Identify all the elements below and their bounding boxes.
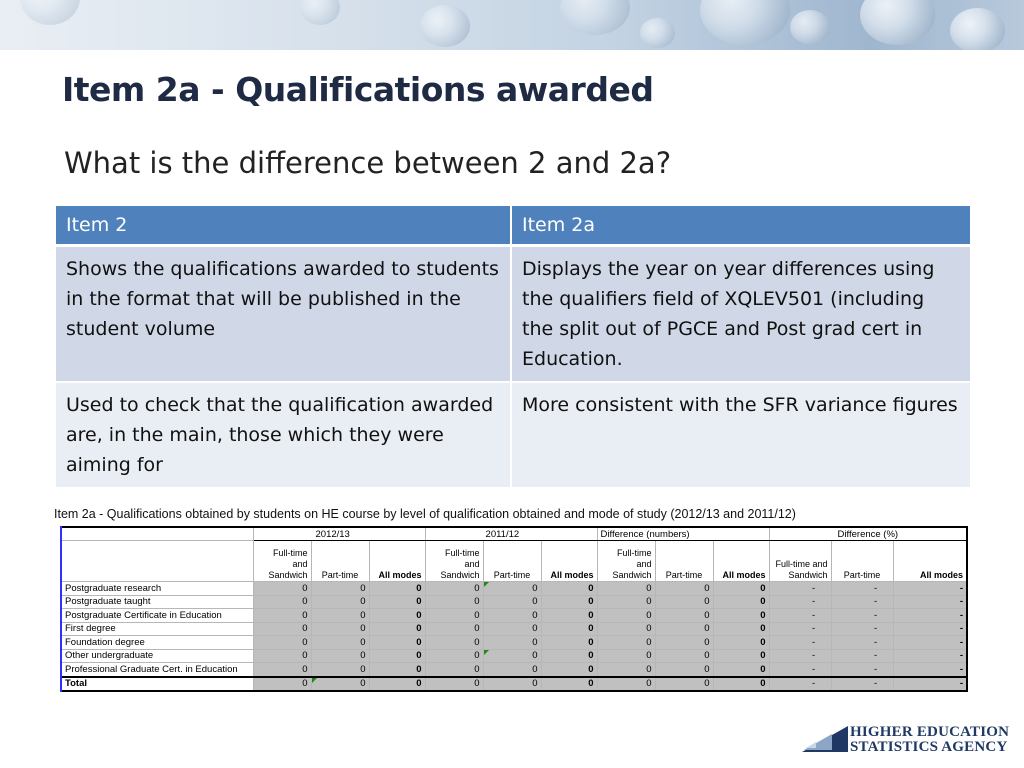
- sheet-cell-value: 0: [474, 582, 480, 594]
- sheet-cell-value: 0: [646, 582, 652, 594]
- sheet-cell: [311, 677, 369, 692]
- sheet-cell-value: 0: [360, 650, 366, 662]
- sheet-cell-value: -: [811, 609, 816, 621]
- sheet-cell-value: 0: [704, 609, 710, 621]
- sheet-data-row: [61, 649, 967, 663]
- sheet-cell: [831, 595, 893, 609]
- sheet-cell-value: 0: [416, 678, 422, 690]
- sheet-cell: [655, 595, 713, 609]
- sheet-cell: [425, 609, 483, 623]
- sheet-subheader-row: [61, 541, 967, 582]
- sheet-cell: [893, 636, 967, 650]
- sheet-cell-value: 0: [760, 663, 766, 675]
- sheet-cell: [655, 622, 713, 636]
- sheet-cell-value: 0: [302, 650, 308, 662]
- sheet-total-row: [61, 677, 967, 692]
- sheet-cell: [311, 636, 369, 650]
- sheet-cell: [831, 622, 893, 636]
- sheet-cell: [541, 582, 597, 596]
- sheet-cell-value: -: [873, 582, 878, 594]
- qualifications-spreadsheet: [60, 526, 968, 692]
- sheet-data-row: [61, 595, 967, 609]
- sheet-cell-value: 0: [588, 596, 594, 608]
- sheet-cell: [541, 609, 597, 623]
- sheet-cell: [541, 595, 597, 609]
- sheet-cell: [253, 663, 311, 677]
- sheet-row-label: Total: [61, 677, 253, 692]
- sheet-cell: [483, 649, 541, 663]
- sheet-cell: [597, 609, 655, 623]
- sheet-cell-value: -: [959, 623, 964, 635]
- sheet-cell: [831, 582, 893, 596]
- sheet-row-label: Foundation degree: [61, 636, 253, 650]
- sheet-cell-value: -: [811, 636, 816, 648]
- sheet-cell: [831, 636, 893, 650]
- sheet-cell: [831, 677, 893, 692]
- sheet-cell: [311, 622, 369, 636]
- sheet-cell: [893, 609, 967, 623]
- sheet-cell: [483, 677, 541, 692]
- sheet-cell-value: -: [873, 650, 878, 662]
- sheet-cell-value: -: [811, 678, 816, 690]
- sheet-cell-value: -: [873, 663, 878, 675]
- comparison-cell: Shows the qualifications awarded to students in the format that will be published in the student volume: [56, 247, 512, 383]
- sheet-cell-value: 0: [474, 623, 480, 635]
- sheet-cell-value: 0: [588, 582, 594, 594]
- sheet-cell: [893, 582, 967, 596]
- sheet-subheader: Part-time: [831, 541, 893, 582]
- sheet-cell-value: 0: [474, 663, 480, 675]
- sheet-cell-value: 0: [532, 663, 538, 675]
- sheet-cell: [769, 663, 831, 677]
- sheet-row-label: Postgraduate research: [61, 582, 253, 596]
- sheet-cell-value: -: [873, 636, 878, 648]
- sheet-cell-value: -: [811, 582, 816, 594]
- sheet-cell: [253, 622, 311, 636]
- sheet-cell: [541, 649, 597, 663]
- sheet-cell-value: -: [959, 596, 964, 608]
- sheet-cell-value: 0: [532, 582, 538, 594]
- sheet-subheader: All modes: [369, 541, 425, 582]
- comparison-cell: More consistent with the SFR variance figures: [512, 383, 972, 489]
- sheet-subheader: Full-time and Sandwich: [597, 541, 655, 582]
- sheet-cell-value: 0: [302, 623, 308, 635]
- sheet-cell: [253, 609, 311, 623]
- sheet-cell-value: 0: [704, 636, 710, 648]
- sheet-cell: [769, 649, 831, 663]
- sheet-data-row: [61, 663, 967, 677]
- sheet-cell-value: 0: [588, 623, 594, 635]
- sheet-cell-value: 0: [646, 623, 652, 635]
- sheet-cell-value: 0: [360, 609, 366, 621]
- page-title: Item 2a - Qualifications awarded: [62, 70, 654, 109]
- header-banner: [0, 0, 1024, 50]
- sheet-cell-value: 0: [360, 678, 366, 690]
- sheet-cell: [831, 649, 893, 663]
- sheet-cell-value: 0: [704, 663, 710, 675]
- sheet-cell: [769, 582, 831, 596]
- sheet-cell: [597, 622, 655, 636]
- sheet-cell: [597, 636, 655, 650]
- comparison-table: [56, 206, 972, 489]
- sheet-cell: [713, 677, 769, 692]
- hesa-logo: [802, 722, 1012, 758]
- sheet-cell: [713, 582, 769, 596]
- sheet-cell-value: 0: [704, 650, 710, 662]
- sheet-cell: [893, 622, 967, 636]
- sheet-cell: [713, 636, 769, 650]
- sheet-cell-value: -: [811, 663, 816, 675]
- sheet-cell: [253, 677, 311, 692]
- sheet-cell: [425, 622, 483, 636]
- sheet-subheader: Part-time: [311, 541, 369, 582]
- sheet-cell-value: 0: [302, 596, 308, 608]
- sheet-cell-value: 0: [360, 582, 366, 594]
- cell-note-marker: [484, 650, 489, 655]
- sheet-cell-value: 0: [646, 596, 652, 608]
- sheet-cell-value: 0: [532, 623, 538, 635]
- sheet-cell: [369, 622, 425, 636]
- sheet-cell: [311, 649, 369, 663]
- sheet-cell-value: 0: [646, 636, 652, 648]
- sheet-cell-value: 0: [474, 609, 480, 621]
- sheet-cell-value: 0: [588, 650, 594, 662]
- sheet-cell-value: 0: [416, 609, 422, 621]
- sheet-cell-value: 0: [474, 650, 480, 662]
- sheet-cell: [597, 582, 655, 596]
- cell-note-marker: [312, 678, 317, 683]
- sheet-cell-value: -: [873, 678, 878, 690]
- comparison-cell: Displays the year on year differences using the qualifiers field of XQLEV501 (including the split out of PGCE and Post grad cert in Education.: [512, 247, 972, 383]
- sheet-cell: [893, 663, 967, 677]
- sheet-subheader: Full-time and Sandwich: [769, 541, 831, 582]
- sheet-cell-value: 0: [646, 663, 652, 675]
- sheet-cell: [541, 677, 597, 692]
- sheet-cell: [311, 663, 369, 677]
- sheet-cell-value: 0: [532, 636, 538, 648]
- sheet-cell: [483, 595, 541, 609]
- sheet-row-label: Professional Graduate Cert. in Education: [61, 663, 253, 677]
- sheet-cell-value: 0: [704, 678, 710, 690]
- sheet-cell-value: 0: [588, 609, 594, 621]
- sheet-cell: [311, 595, 369, 609]
- sheet-cell-value: -: [873, 609, 878, 621]
- sheet-cell-value: 0: [532, 678, 538, 690]
- sheet-cell: [483, 609, 541, 623]
- sheet-cell-value: 0: [360, 596, 366, 608]
- sheet-cell-value: -: [959, 609, 964, 621]
- sheet-cell: [713, 649, 769, 663]
- sheet-cell: [655, 609, 713, 623]
- comparison-header-item2: Item 2: [56, 206, 512, 247]
- sheet-row-label: Other undergraduate: [61, 649, 253, 663]
- sheet-cell: [597, 677, 655, 692]
- sheet-cell: [893, 649, 967, 663]
- sheet-data-row: [61, 636, 967, 650]
- sheet-cell: [831, 609, 893, 623]
- sheet-cell: [541, 663, 597, 677]
- sheet-label-header: [61, 541, 253, 582]
- sheet-corner: [61, 527, 253, 541]
- sheet-cell: [311, 582, 369, 596]
- sheet-subheader: All modes: [893, 541, 967, 582]
- sheet-group-2012: 2012/13: [253, 527, 425, 541]
- hesa-logo-line1: HIGHER EDUCATION: [850, 724, 1010, 740]
- sheet-cell: [483, 622, 541, 636]
- comparison-row: [56, 247, 972, 383]
- sheet-data-row: [61, 582, 967, 596]
- sheet-cell-value: 0: [588, 678, 594, 690]
- sheet-cell: [769, 595, 831, 609]
- sheet-cell: [655, 649, 713, 663]
- sheet-cell: [425, 663, 483, 677]
- sheet-cell-value: 0: [588, 663, 594, 675]
- hesa-logo-mark: [802, 722, 850, 754]
- sheet-cell: [713, 595, 769, 609]
- sheet-cell-value: 0: [360, 663, 366, 675]
- sheet-cell: [483, 636, 541, 650]
- sheet-cell-value: -: [959, 650, 964, 662]
- sheet-cell: [597, 649, 655, 663]
- sheet-data-row: [61, 622, 967, 636]
- sheet-cell: [425, 582, 483, 596]
- sheet-cell-value: 0: [532, 650, 538, 662]
- sheet-data-row: [61, 609, 967, 623]
- sheet-cell: [253, 582, 311, 596]
- sheet-cell-value: 0: [360, 623, 366, 635]
- sheet-cell: [541, 622, 597, 636]
- sheet-cell-value: 0: [302, 582, 308, 594]
- sheet-cell: [655, 582, 713, 596]
- sheet-cell-value: -: [959, 678, 964, 690]
- sheet-cell-value: 0: [474, 636, 480, 648]
- sheet-cell: [597, 595, 655, 609]
- sheet-cell-value: 0: [302, 609, 308, 621]
- sheet-cell: [655, 677, 713, 692]
- sheet-cell: [893, 677, 967, 692]
- sheet-subheader: All modes: [541, 541, 597, 582]
- sheet-cell-value: 0: [760, 609, 766, 621]
- sheet-cell: [369, 677, 425, 692]
- hesa-logo-line2: STATISTICS AGENCY: [850, 739, 1008, 755]
- sheet-row-label: First degree: [61, 622, 253, 636]
- sheet-cell: [655, 636, 713, 650]
- sheet-group-2011: 2011/12: [425, 527, 597, 541]
- sheet-cell-value: -: [811, 596, 816, 608]
- sheet-cell: [483, 582, 541, 596]
- sheet-cell: [369, 609, 425, 623]
- sheet-cell: [253, 636, 311, 650]
- sheet-cell-value: 0: [302, 678, 308, 690]
- comparison-row: [56, 383, 972, 489]
- sheet-subheader: Part-time: [483, 541, 541, 582]
- sheet-cell: [425, 595, 483, 609]
- sheet-cell-value: 0: [704, 582, 710, 594]
- sheet-cell: [831, 663, 893, 677]
- cell-note-marker: [484, 582, 489, 587]
- sheet-cell: [713, 663, 769, 677]
- sheet-cell-value: -: [959, 582, 964, 594]
- sheet-cell-value: -: [811, 650, 816, 662]
- sheet-subheader: All modes: [713, 541, 769, 582]
- sheet-cell: [769, 677, 831, 692]
- comparison-header-item2a: Item 2a: [512, 206, 972, 247]
- sheet-cell: [425, 677, 483, 692]
- sheet-row-label: Postgraduate taught: [61, 595, 253, 609]
- sheet-cell-value: -: [811, 623, 816, 635]
- sheet-cell: [713, 622, 769, 636]
- sheet-cell: [425, 649, 483, 663]
- sheet-cell-value: 0: [760, 650, 766, 662]
- sheet-cell: [483, 663, 541, 677]
- sheet-group-header-row: [61, 527, 967, 541]
- sheet-cell-value: 0: [646, 678, 652, 690]
- sheet-cell-value: 0: [532, 596, 538, 608]
- sheet-cell-value: 0: [704, 623, 710, 635]
- sheet-cell-value: 0: [416, 636, 422, 648]
- sheet-cell-value: 0: [416, 596, 422, 608]
- sheet-cell: [541, 636, 597, 650]
- sheet-cell-value: 0: [302, 636, 308, 648]
- sheet-cell: [597, 663, 655, 677]
- comparison-header-row: [56, 206, 972, 247]
- sheet-cell: [369, 636, 425, 650]
- sheet-cell: [369, 582, 425, 596]
- sheet-cell-value: 0: [416, 663, 422, 675]
- sheet-cell-value: 0: [302, 663, 308, 675]
- sheet-cell: [369, 595, 425, 609]
- sheet-cell-value: 0: [416, 582, 422, 594]
- sheet-cell-value: 0: [760, 582, 766, 594]
- sheet-cell: [769, 622, 831, 636]
- sheet-subheader: Full-time and Sandwich: [253, 541, 311, 582]
- sheet-cell-value: 0: [704, 596, 710, 608]
- sheet-cell-value: 0: [588, 636, 594, 648]
- sheet-cell: [769, 636, 831, 650]
- sheet-subheader: Full-time and Sandwich: [425, 541, 483, 582]
- sheet-cell: [713, 609, 769, 623]
- sheet-row-label: Postgraduate Certificate in Education: [61, 609, 253, 623]
- sheet-cell: [311, 609, 369, 623]
- sheet-cell-value: -: [873, 596, 878, 608]
- sheet-cell-value: -: [873, 623, 878, 635]
- sheet-cell: [253, 649, 311, 663]
- sheet-cell: [253, 595, 311, 609]
- sheet-cell-value: 0: [760, 596, 766, 608]
- sheet-group-diff-percent: Difference (%): [769, 527, 967, 541]
- sheet-cell-value: 0: [474, 678, 480, 690]
- sheet-cell: [425, 636, 483, 650]
- sheet-cell: [655, 663, 713, 677]
- sheet-cell: [769, 609, 831, 623]
- sheet-cell-value: 0: [646, 609, 652, 621]
- sheet-cell-value: 0: [416, 650, 422, 662]
- page-subtitle: What is the difference between 2 and 2a?: [64, 146, 672, 180]
- sheet-cell-value: -: [959, 636, 964, 648]
- sheet-cell-value: 0: [760, 678, 766, 690]
- sheet-cell-value: 0: [360, 636, 366, 648]
- sheet-cell: [369, 649, 425, 663]
- spreadsheet-caption: Item 2a - Qualifications obtained by students on HE course by level of qualification obtained and mode of study (2012/13 and 2011/12): [54, 507, 796, 521]
- sheet-cell-value: 0: [760, 636, 766, 648]
- sheet-cell-value: 0: [532, 609, 538, 621]
- sheet-cell-value: -: [959, 663, 964, 675]
- sheet-cell: [893, 595, 967, 609]
- sheet-cell-value: 0: [474, 596, 480, 608]
- sheet-cell-value: 0: [760, 623, 766, 635]
- sheet-cell: [369, 663, 425, 677]
- comparison-cell: Used to check that the qualification awarded are, in the main, those which they were aiming for: [56, 383, 512, 489]
- sheet-group-diff-numbers: Difference (numbers): [597, 527, 769, 541]
- sheet-cell-value: 0: [416, 623, 422, 635]
- sheet-subheader: Part-time: [655, 541, 713, 582]
- sheet-cell-value: 0: [646, 650, 652, 662]
